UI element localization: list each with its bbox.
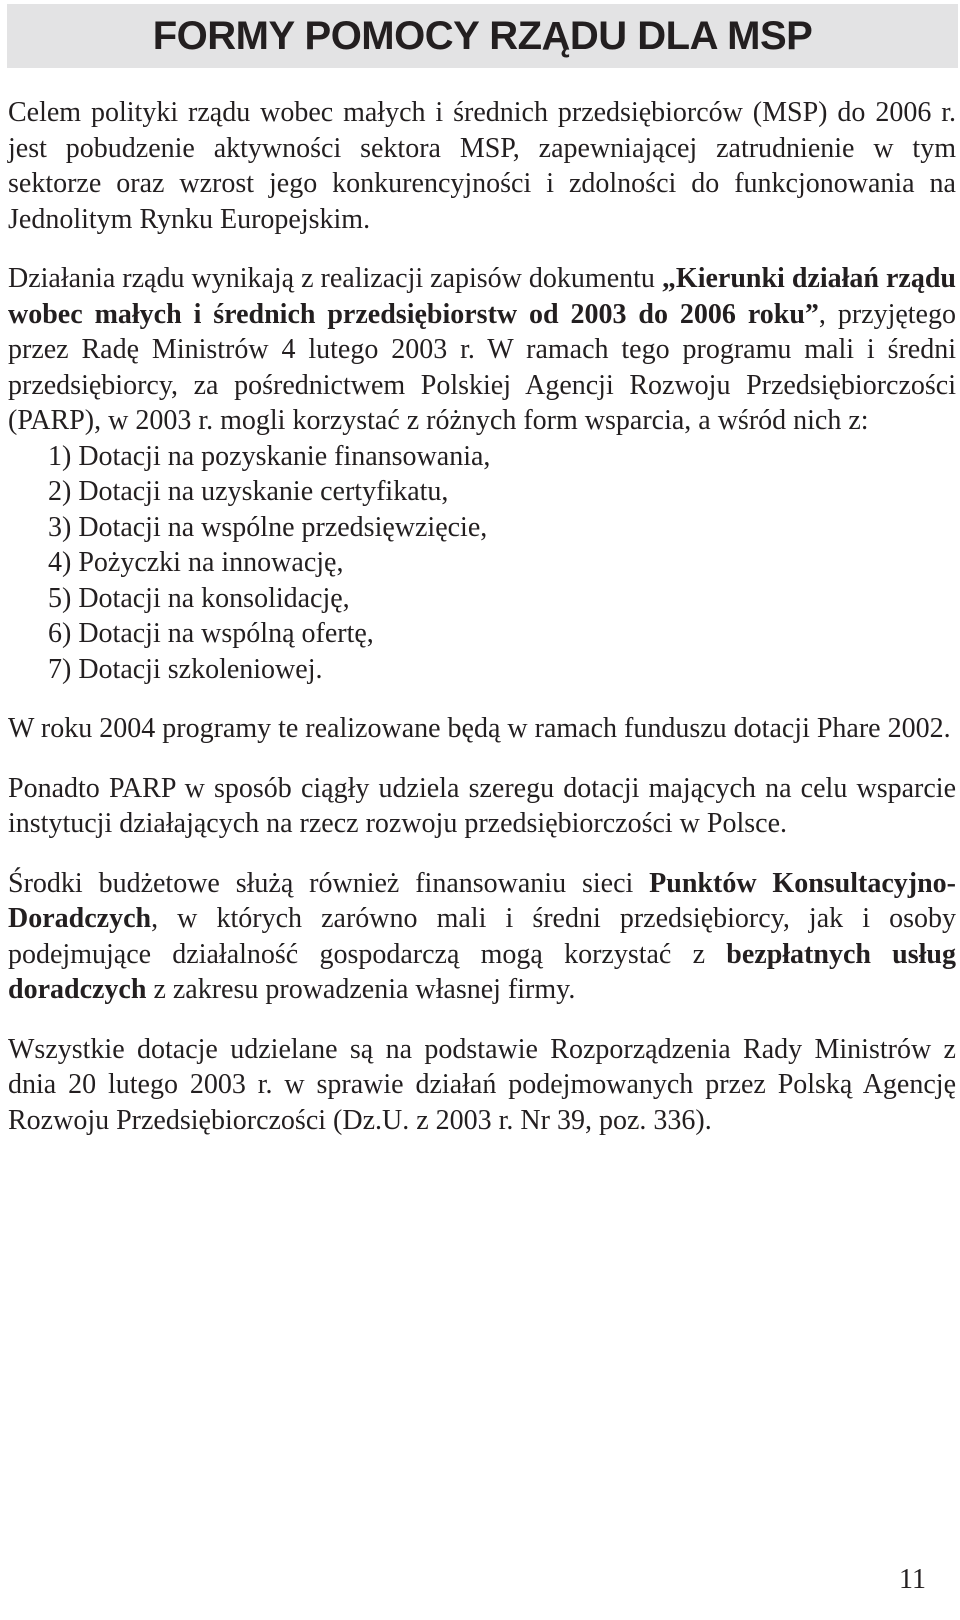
list-item: 2) Dotacji na uzyskanie certyfikatu, bbox=[48, 476, 449, 507]
list-item: 6) Dotacji na wspólną ofertę, bbox=[48, 618, 374, 649]
paragraph-text: Działania rządu wynikają z realizacji zapisów dokumentu bbox=[8, 263, 662, 294]
free-services-bold: bezpłatnych usług doradczych bbox=[8, 938, 956, 1005]
paragraph-text: z zakresu prowadzenia własnej firmy. bbox=[146, 974, 576, 1005]
paragraph-text: Środki budżetowe służą również finansowaniu sieci bbox=[8, 867, 650, 899]
paragraph-parp: Ponadto PARP w sposób ciągły udziela szeregu dotacji mających na celu wsparcie instytucji działających na rzecz rozwoju przedsiębiorczości w Polsce. bbox=[8, 772, 956, 839]
list-item: 3) Dotacji na wspólne przedsięwzięcie, bbox=[48, 511, 488, 543]
paragraph-text: , w których zarówno mali i średni przedsiębiorcy, jak i osoby podejmujące działalność gospodarczą mogą korzystać z bbox=[8, 903, 956, 970]
title-banner bbox=[7, 4, 958, 68]
page-title: FORMY POMOCY RZĄDU DLA MSP bbox=[152, 14, 813, 58]
consulting-points-bold: Punktów Konsultacyjno-Doradczych bbox=[8, 867, 956, 934]
paragraph-consulting-points bbox=[8, 866, 956, 1008]
list-item: 7) Dotacji szkoleniowej. bbox=[48, 653, 323, 685]
page-number: 11 bbox=[899, 1564, 926, 1595]
list-item: 5) Dotacji na konsolidację, bbox=[48, 582, 350, 614]
list-item: 1) Dotacji na pozyskanie finansowania, bbox=[48, 440, 491, 472]
support-forms-list bbox=[8, 439, 956, 688]
document-title-bold: „Kierunki działań rządu wobec małych i średnich przedsiębiorstw od 2003 do 2006 roku” bbox=[8, 263, 956, 330]
paragraph-government-actions bbox=[8, 261, 956, 439]
paragraph-intro: Celem polityki rządu wobec małych i średnich przedsiębiorców (MSP) do 2006 r. jest pobudzenie aktywności sektora MSP, zapewniającej zatrudnienie w tym sektorze oraz wzrost jego konkurencyjności i zdolności do funkcjonowania na Jednolitym Rynku Europejskim. bbox=[8, 97, 956, 235]
list-item: 4) Pożyczki na innowację, bbox=[48, 547, 344, 578]
document-body bbox=[8, 95, 956, 1162]
paragraph-regulation: Wszystkie dotacje udzielane są na podstawie Rozporządzenia Rady Ministrów z dnia 20 lutego 2003 r. w sprawie działań podejmowanych przez Polską Agencję Rozwoju Przedsiębiorczości (Dz.U. z 2003 r. Nr 39, poz. 336). bbox=[8, 1033, 956, 1136]
paragraph-phare: W roku 2004 programy te realizowane będą w ramach funduszu dotacji Phare 2002. bbox=[8, 713, 951, 744]
paragraph-text: , przyjętego przez Radę Ministrów 4 lutego 2003 r. W ramach tego programu mali i średni przedsiębiorcy, za pośrednictwem Polskiej Agencji Rozwoju Przedsiębiorczości (PARP), w 2003 r. mogli korzystać z różnych form wsparcia, a wśród nich z: bbox=[8, 298, 956, 436]
